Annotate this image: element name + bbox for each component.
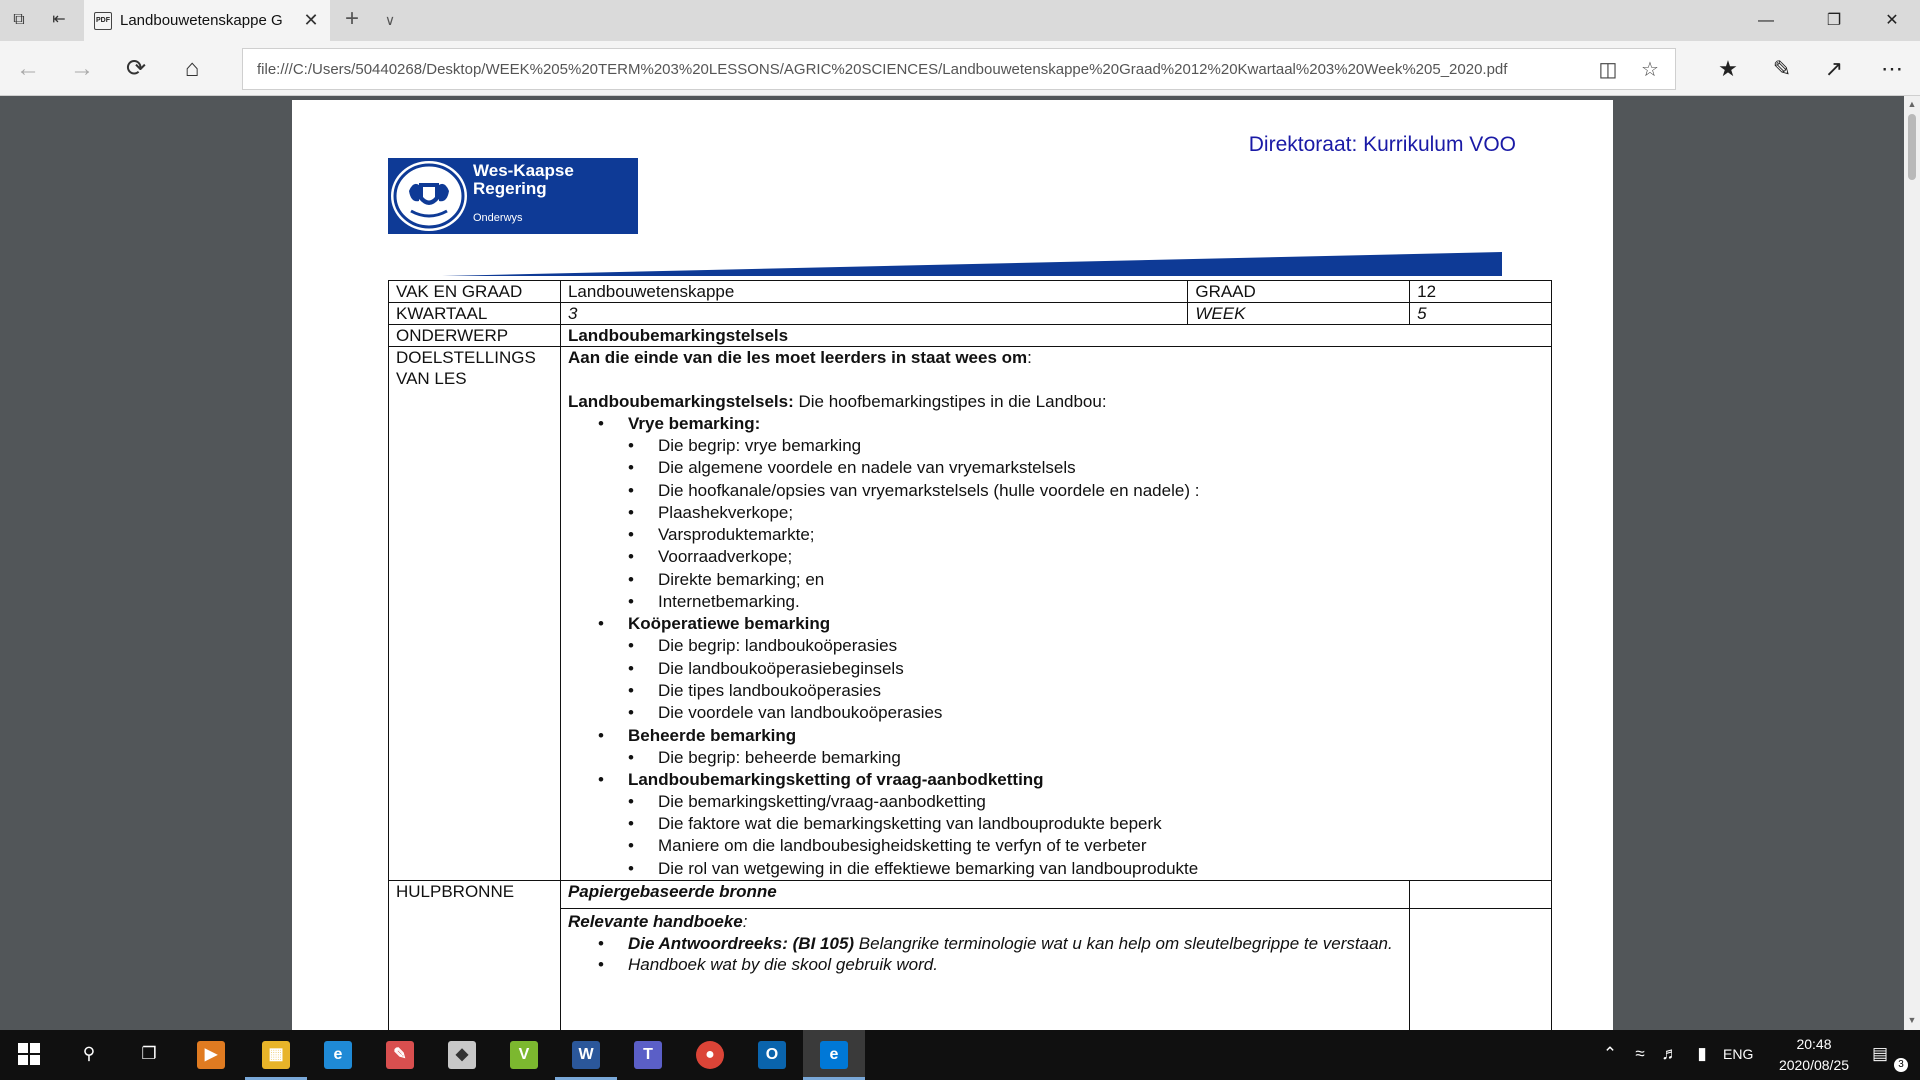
media-player-icon: ▶ — [197, 1041, 225, 1069]
scroll-up-icon[interactable]: ▲ — [1907, 99, 1917, 109]
home-icon[interactable]: ⌂ — [184, 55, 200, 82]
show-hidden-icons-chevron-icon[interactable]: ⌃ — [1602, 1044, 1618, 1063]
logo-line-2: Regering — [473, 179, 547, 198]
list-item: • Die algemene voordele en nadele van vryemarkstelsels — [658, 457, 1544, 479]
logo-line-3: Onderwys — [473, 212, 523, 224]
refresh-icon[interactable]: ⟳ — [125, 55, 147, 82]
address-bar — [0, 41, 1920, 96]
lesson-info-table — [388, 280, 1552, 1030]
grade-label: GRAAD — [1188, 281, 1410, 303]
new-tab-icon[interactable]: + — [344, 5, 359, 32]
sub-list — [658, 791, 1544, 880]
list-item: • Plaashekverkope; — [658, 502, 1544, 524]
favorites-list-icon[interactable]: ★ — [1718, 56, 1738, 81]
subject-value: Landbouwetenskappe — [560, 281, 1187, 303]
table-row — [389, 281, 1552, 303]
set-tabs-aside-icon[interactable]: ⇤ — [52, 11, 66, 28]
objectives-intro-text: Aan die einde van die les moet leerders in staat wees om — [567, 348, 1028, 367]
list-item: • Varsproduktemarkte; — [658, 524, 1544, 546]
taskbar-app-6[interactable] — [617, 1030, 679, 1080]
handbooks-content — [560, 909, 1409, 1030]
wifi-icon[interactable]: ≈ — [1635, 1044, 1645, 1063]
resources-heading: Papiergebaseerde bronne — [560, 881, 1409, 909]
list-item: • Maniere om die landboubesigheidsketting te verfyn of te verbeter — [658, 835, 1544, 857]
taskbar — [0, 1030, 1920, 1080]
resources-label: HULPBRONNE — [389, 881, 561, 1030]
list-item: • Die tipes landboukoöperasies — [658, 680, 1544, 702]
more-icon[interactable]: ⋯ — [1881, 56, 1903, 81]
objectives-label-line: DOELSTELLINGS — [396, 348, 536, 367]
edge-icon: e — [820, 1041, 848, 1069]
sub-list — [658, 435, 1544, 613]
marketing-systems-line — [568, 391, 1544, 413]
list-item: • Direkte bemarking; en — [658, 569, 1544, 591]
list-item: • Die begrip: vrye bemarking — [658, 435, 1544, 457]
action-center-icon[interactable]: ▤ — [1871, 1044, 1889, 1063]
list-item: • Die begrip: beheerde bemarking — [658, 747, 1544, 769]
list-item — [628, 769, 1544, 880]
wcg-logo — [388, 158, 638, 234]
handbooks-list — [628, 933, 1402, 975]
list-item — [628, 933, 1402, 954]
directorate-heading: Direktoraat: Kurrikulum VOO — [1248, 133, 1516, 156]
pdf-icon: PDF — [94, 12, 112, 30]
forward-arrow-icon[interactable]: → — [70, 55, 94, 82]
url-text: file:///C:/Users/50440268/Desktop/WEEK%205%20TERM%203%20LESSONS/AGRIC%20SCIENCES/Landbouwetenskappe%20Graad%2012%20Kwartaal%203%20Week%205_2020.pdf — [257, 61, 1508, 78]
list-item — [628, 413, 1544, 613]
chevron-down-icon[interactable]: ∨ — [384, 12, 396, 28]
grade-value: 12 — [1410, 281, 1552, 303]
pdf-page — [292, 100, 1613, 1030]
list-item: • Die hoofkanale/opsies van vryemarkstelsels (hulle voordele en nadele) : — [658, 480, 1544, 502]
file-explorer-icon: ▦ — [262, 1041, 290, 1069]
term-label: KWARTAAL — [389, 303, 561, 325]
language-indicator[interactable]: ENG — [1723, 1046, 1754, 1062]
table-row — [389, 347, 1552, 881]
section-title: Landboubemarkingsketting of vraag-aanbodketting — [627, 769, 1044, 789]
list-item — [628, 613, 1544, 724]
favorite-star-icon[interactable]: ☆ — [1641, 59, 1659, 81]
list-item: • Die bemarkingsketting/vraag-aanbodketting — [658, 791, 1544, 813]
week-label: WEEK — [1188, 303, 1410, 325]
coat-of-arms-icon — [391, 161, 467, 231]
taskbar-app-8[interactable] — [741, 1030, 803, 1080]
reading-view-icon[interactable]: ◫ — [1598, 59, 1618, 81]
close-icon[interactable]: ✕ — [303, 10, 319, 30]
week-value: 5 — [1410, 303, 1552, 325]
volume-icon[interactable]: ♬ — [1661, 1044, 1679, 1063]
share-icon[interactable]: ↗ — [1824, 56, 1844, 81]
book-title: Die Antwoordreeks: (BI 105) — [627, 934, 855, 954]
list-item: • Die rol van wetgewing in die effektiewe bemarking van landbouprodukte — [658, 858, 1544, 880]
taskbar-app-7[interactable] — [679, 1030, 741, 1080]
battery-icon[interactable]: ▮ — [1697, 1044, 1707, 1063]
topic-value: Landboubemarkingstelsels — [560, 325, 1551, 347]
objectives-label-line: VAN LES — [396, 369, 467, 388]
outlook-icon: O — [758, 1041, 786, 1069]
list-item — [628, 725, 1544, 769]
handbooks-heading: Relevante handboeke — [567, 912, 743, 932]
objectives-intro-colon: : — [1027, 348, 1032, 367]
spacer — [568, 369, 1544, 391]
vertical-scrollbar[interactable] — [1904, 96, 1920, 1030]
tab-title: Landbouwetenskappe G — [120, 12, 283, 29]
taskbar-app-3[interactable] — [431, 1030, 493, 1080]
term-value: 3 — [560, 303, 1187, 325]
list-item: • Handboek wat by die skool gebruik word. — [628, 954, 1402, 975]
pen-icon[interactable]: ✎ — [1772, 56, 1792, 81]
scroll-down-icon[interactable]: ▼ — [1907, 1015, 1917, 1025]
objectives-label — [389, 347, 561, 881]
empty-cell — [1410, 909, 1552, 1030]
list-item: • Internetbemarking. — [658, 591, 1544, 613]
objectives-content — [560, 347, 1551, 881]
topic-label: ONDERWERP — [389, 325, 561, 347]
pdf-viewer[interactable] — [0, 96, 1920, 1030]
minimize-button[interactable]: — — [1758, 12, 1774, 29]
paint-icon: ✎ — [386, 1041, 414, 1069]
section-title: Beheerde bemarking — [627, 725, 797, 745]
table-row — [389, 881, 1552, 909]
tab-bar — [0, 0, 1920, 41]
objectives-intro — [568, 347, 1544, 369]
logo-line-1: Wes-Kaapse — [473, 161, 574, 180]
task-view-icon[interactable]: ❐ — [141, 1044, 157, 1063]
list-item: • Voorraadverkope; — [658, 546, 1544, 568]
header-swoosh — [442, 252, 1502, 276]
internet-explorer-icon: e — [324, 1041, 352, 1069]
marketing-systems-bold: Landboubemarkingstelsels: — [567, 392, 794, 411]
handbooks-heading-line — [568, 911, 1402, 933]
table-row — [389, 909, 1552, 1030]
url-input[interactable] — [242, 48, 1676, 90]
taskbar-app-0[interactable] — [245, 1030, 307, 1080]
tab-actions-icon[interactable]: ⧉ — [13, 11, 25, 28]
clock-time[interactable]: 20:48 — [1796, 1036, 1832, 1052]
scrollbar-thumb[interactable] — [1908, 114, 1916, 180]
word-icon: W — [572, 1041, 600, 1069]
search-icon[interactable]: ⚲ — [82, 1044, 96, 1063]
empty-cell — [1410, 881, 1552, 909]
taskbar-app-4[interactable] — [493, 1030, 555, 1080]
veritas-icon: V — [510, 1041, 538, 1069]
taskbar-app-1[interactable] — [307, 1030, 369, 1080]
close-window-button[interactable]: ✕ — [1885, 12, 1899, 29]
list-item: • Die begrip: landboukoöperasies — [658, 635, 1544, 657]
sub-list — [658, 635, 1544, 724]
sub-list — [658, 747, 1544, 769]
back-arrow-icon[interactable]: ← — [16, 55, 40, 82]
section-title: Koöperatiewe bemarking — [627, 614, 831, 634]
chrome-icon: ● — [696, 1041, 724, 1069]
list-item: • Die landboukoöperasiebeginsels — [658, 658, 1544, 680]
table-row — [389, 325, 1552, 347]
subject-label: VAK EN GRAAD — [389, 281, 561, 303]
handbooks-colon: : — [742, 912, 748, 932]
taskbar-app-2[interactable] — [369, 1030, 431, 1080]
section-title: Vrye bemarking: — [627, 414, 761, 433]
teams-icon: T — [634, 1041, 662, 1069]
marketing-systems-text: Die hoofbemarkingstipes in die Landbou: — [793, 392, 1107, 411]
restore-button[interactable]: ❐ — [1826, 12, 1842, 29]
active-tab[interactable] — [84, 0, 330, 41]
clock-date[interactable]: 2020/08/25 — [1778, 1057, 1850, 1073]
book-description: Belangrike terminologie wat u kan help om sleutelbegrippe te verstaan. — [854, 934, 1393, 954]
table-row — [389, 303, 1552, 325]
list-item: • Die faktore wat die bemarkingsketting van landbouprodukte beperk — [658, 813, 1544, 835]
list-item: • Die voordele van landboukoöperasies — [658, 702, 1544, 724]
notification-count-badge: 3 — [1894, 1058, 1908, 1072]
windows-start-icon[interactable] — [17, 1043, 41, 1067]
taskbar-app-9[interactable] — [803, 1030, 865, 1080]
media-player-app[interactable] — [180, 1030, 242, 1080]
objectives-list — [628, 413, 1544, 880]
paint-3d-icon: ◆ — [448, 1041, 476, 1069]
taskbar-app-5[interactable] — [555, 1030, 617, 1080]
